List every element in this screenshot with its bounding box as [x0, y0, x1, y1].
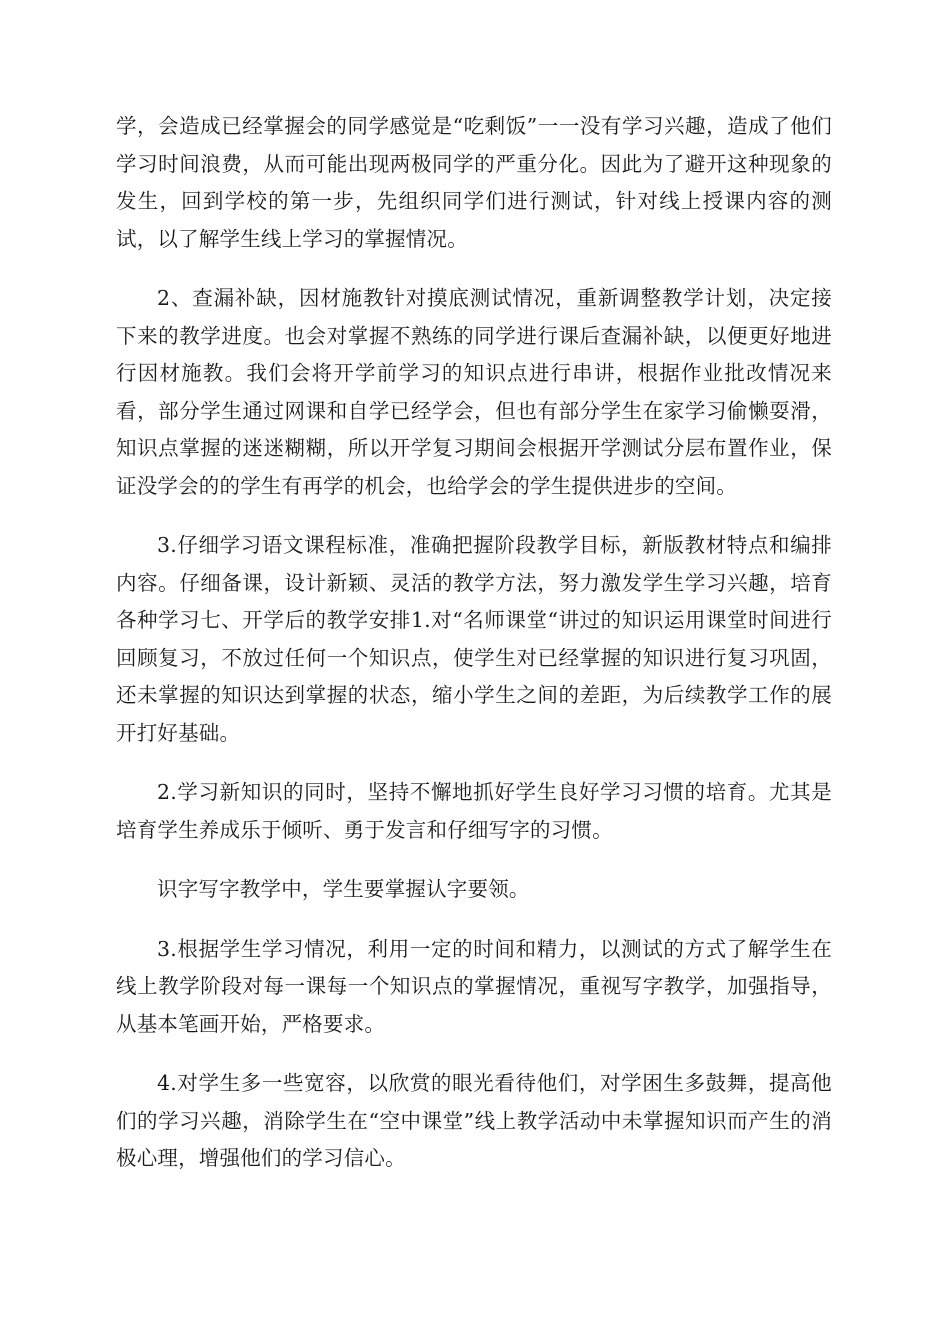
paragraph-check-gaps: 2、查漏补缺，因材施教针对摸底测试情况，重新调整教学计划，决定接下来的教学进度。也会对掌握不熟练的同学进行课后查漏补缺，以便更好地进行因材施教。我们会将开学前学习的知识点进行串讲，根据作业批改情况来看，部分学生通过网课和自学已经学会，但也有部分学生在家学习偷懒耍滑，知识点掌握的迷迷糊糊，所以开学复习期间会根据开学测试分层布置作业，保证没学会的的学生有再学的机会，也给学会的学生提供进步的空间。	[116, 286, 832, 498]
paragraph-curriculum-standards: 3.仔细学习语文课程标准，准确把握阶段教学目标，新版教材特点和编排内容。仔细备课，设计新颖、灵活的教学方法，努力激发学生学习兴趣，培育各种学习七、开学后的教学安排1.对“名师课堂“讲过的知识运用课堂时间进行回顾复习，不放过任何一个知识点，使学生对已经掌握的知识进行复习巩固，还未掌握的知识达到掌握的状态，缩小学生之间的差距，为后续教学工作的展开打好基础。	[116, 533, 832, 745]
paragraph-character-literacy: 识字写字教学中，学生要掌握认字要领。	[157, 877, 530, 901]
paragraph-study-habits: 2.学习新知识的同时，坚持不懈地抓好学生良好学习习惯的培育。尤其是培育学生养成乐于倾听、勇于发言和仔细写字的习惯。	[116, 780, 832, 842]
paragraph-encouragement: 4.对学生多一些宽容，以欣赏的眼光看待他们，对学困生多鼓舞，提高他们的学习兴趣，消除学生在“空中课堂”线上教学活动中未掌握知识而产生的消极心理，增强他们的学习信心。	[116, 1071, 832, 1170]
document-page	[116, 108, 832, 1178]
paragraph-continuation: 学，会造成已经掌握会的同学感觉是“吃剩饭”一一没有学习兴趣，造成了他们学习时间浪费，从而可能出现两极同学的严重分化。因此为了避开这种现象的发生，回到学校的第一步，先组织同学们进行测试，针对线上授课内容的测试，以了解学生线上学习的掌握情况。	[116, 114, 832, 251]
paragraph-assessment: 3.根据学生学习情况，利用一定的时间和精力，以测试的方式了解学生在线上教学阶段对每一课每一个知识点的掌握情况，重视写字教学，加强指导，从基本笔画开始，严格要求。	[116, 936, 832, 1036]
